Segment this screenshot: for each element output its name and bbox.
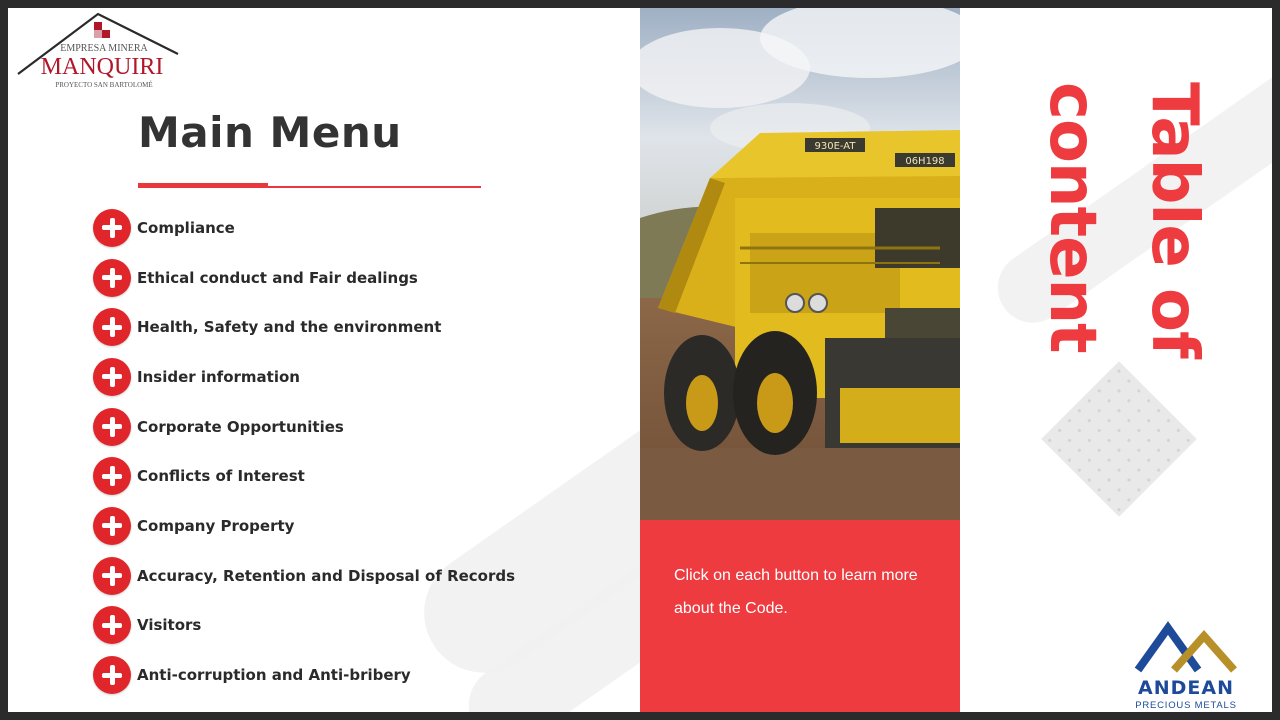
plus-icon[interactable] — [93, 457, 131, 495]
section-title-line2: content — [1035, 82, 1109, 353]
truck-plate-2: 06H198 — [905, 156, 945, 167]
title-underline-accent — [138, 183, 268, 188]
menu-item-anti-corruption[interactable] — [93, 650, 515, 700]
andean-logo — [1126, 620, 1246, 711]
section-title — [1018, 82, 1228, 442]
menu-item-label[interactable]: Visitors — [137, 616, 202, 635]
info-panel — [640, 520, 960, 712]
main-menu — [93, 203, 515, 700]
plus-icon[interactable] — [93, 507, 131, 545]
menu-item-health-safety[interactable] — [93, 302, 515, 352]
menu-item-conflicts-of-interest[interactable] — [93, 451, 515, 501]
plus-icon[interactable] — [93, 408, 131, 446]
menu-item-label[interactable]: Anti-corruption and Anti-bribery — [137, 666, 411, 685]
menu-item-ethical-conduct[interactable] — [93, 253, 515, 303]
plus-icon[interactable] — [93, 358, 131, 396]
menu-item-label[interactable]: Company Property — [137, 516, 295, 535]
menu-item-visitors[interactable] — [93, 601, 515, 651]
menu-item-compliance[interactable] — [93, 203, 515, 253]
info-text: Click on each button to learn more about the Code. — [674, 567, 918, 617]
slide — [8, 8, 1272, 712]
menu-item-label[interactable]: Corporate Opportunities — [137, 417, 344, 436]
company-line2: PROYECTO SAN BARTOLOMÉ — [55, 81, 153, 89]
plus-icon[interactable] — [93, 308, 131, 346]
menu-item-label[interactable]: Ethical conduct and Fair dealings — [137, 268, 418, 287]
section-title-line1: Table of — [1137, 82, 1211, 358]
company-line1: EMPRESA MINERA — [60, 43, 148, 54]
plus-icon[interactable] — [93, 557, 131, 595]
page-title: Main Menu — [138, 108, 402, 157]
menu-item-company-property[interactable] — [93, 501, 515, 551]
menu-item-label[interactable]: Compliance — [137, 218, 235, 237]
company-name: MANQUIRI — [40, 54, 164, 80]
plus-icon[interactable] — [93, 259, 131, 297]
mining-truck-photo — [640, 8, 960, 520]
menu-item-label[interactable]: Health, Safety and the environment — [137, 318, 442, 337]
menu-item-records[interactable] — [93, 551, 515, 601]
plus-icon[interactable] — [93, 656, 131, 694]
andean-subtitle: PRECIOUS METALS — [1135, 700, 1237, 711]
truck-plate-1: 930E-AT — [814, 141, 856, 152]
plus-icon[interactable] — [93, 606, 131, 644]
menu-item-label[interactable]: Conflicts of Interest — [137, 467, 305, 486]
manquiri-logo — [14, 8, 184, 90]
menu-item-label[interactable]: Accuracy, Retention and Disposal of Records — [137, 566, 516, 585]
plus-icon[interactable] — [93, 209, 131, 247]
menu-item-label[interactable]: Insider information — [137, 367, 300, 386]
menu-item-insider-information[interactable] — [93, 352, 515, 402]
andean-name: ANDEAN — [1138, 677, 1234, 699]
menu-item-corporate-opportunities[interactable] — [93, 402, 515, 452]
mountain-icon — [1126, 620, 1246, 676]
